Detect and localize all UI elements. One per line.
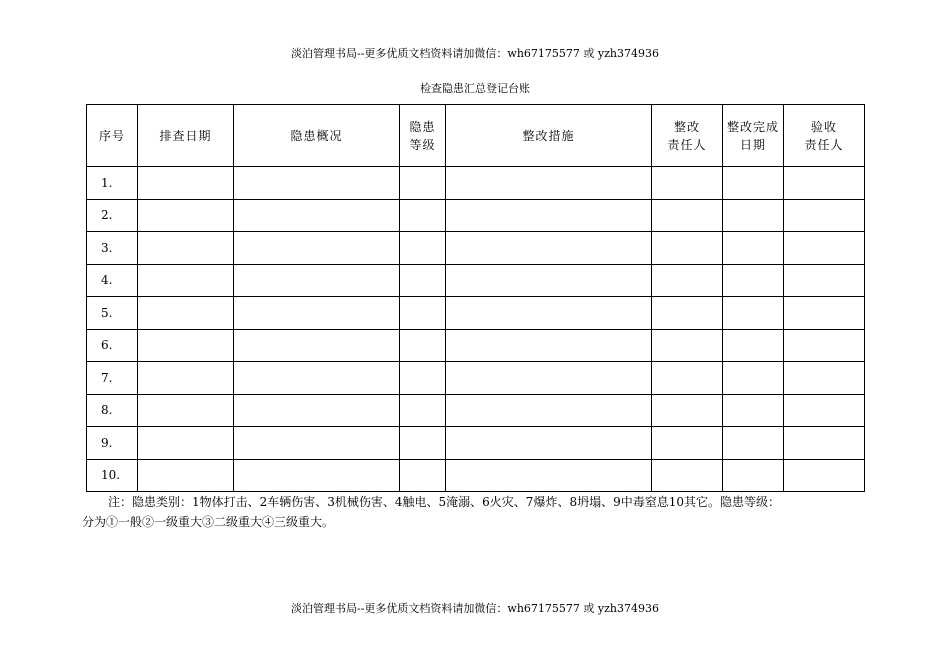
empty-entry-cell[interactable]	[400, 167, 446, 200]
column-header-overview: 隐患概况	[234, 105, 400, 167]
empty-entry-cell[interactable]	[446, 329, 652, 362]
row-number-cell: 4.	[87, 264, 138, 297]
empty-entry-cell[interactable]	[446, 167, 652, 200]
empty-entry-cell[interactable]	[784, 264, 865, 297]
empty-entry-cell[interactable]	[652, 329, 723, 362]
column-header-acceptance: 验收 责任人	[784, 105, 865, 167]
column-header-responsible: 整改 责任人	[652, 105, 723, 167]
table-row	[87, 394, 865, 427]
empty-entry-cell[interactable]	[652, 264, 723, 297]
empty-entry-cell[interactable]	[784, 199, 865, 232]
table-row	[87, 167, 865, 200]
row-number-cell: 10.	[87, 459, 138, 492]
empty-entry-cell[interactable]	[138, 459, 234, 492]
empty-entry-cell[interactable]	[400, 232, 446, 265]
empty-entry-cell[interactable]	[723, 297, 784, 330]
empty-entry-cell[interactable]	[446, 427, 652, 460]
header-watermark-note: 淡泊管理书局--更多优质文档资料请加微信：wh67175577 或 yzh374936	[291, 47, 659, 60]
empty-entry-cell[interactable]	[138, 427, 234, 460]
page-title: 检查隐患汇总登记台账	[420, 82, 530, 95]
empty-entry-cell[interactable]	[234, 394, 400, 427]
empty-entry-cell[interactable]	[446, 459, 652, 492]
table-row	[87, 232, 865, 265]
empty-entry-cell[interactable]	[234, 199, 400, 232]
row-number-cell: 8.	[87, 394, 138, 427]
table-row	[87, 427, 865, 460]
table-row	[87, 362, 865, 395]
row-number-cell: 7.	[87, 362, 138, 395]
empty-entry-cell[interactable]	[723, 394, 784, 427]
table-row	[87, 297, 865, 330]
empty-entry-cell[interactable]	[234, 232, 400, 265]
empty-entry-cell[interactable]	[652, 199, 723, 232]
empty-entry-cell[interactable]	[234, 297, 400, 330]
empty-entry-cell[interactable]	[652, 427, 723, 460]
empty-entry-cell[interactable]	[234, 264, 400, 297]
empty-entry-cell[interactable]	[400, 427, 446, 460]
empty-entry-cell[interactable]	[723, 329, 784, 362]
empty-entry-cell[interactable]	[784, 297, 865, 330]
empty-entry-cell[interactable]	[446, 394, 652, 427]
empty-entry-cell[interactable]	[652, 167, 723, 200]
row-number-cell: 1.	[87, 167, 138, 200]
table-row	[87, 329, 865, 362]
empty-entry-cell[interactable]	[138, 362, 234, 395]
footer-watermark-note: 淡泊管理书局--更多优质文档资料请加微信：wh67175577 或 yzh374936	[291, 602, 659, 615]
empty-entry-cell[interactable]	[784, 167, 865, 200]
empty-entry-cell[interactable]	[723, 362, 784, 395]
empty-entry-cell[interactable]	[400, 297, 446, 330]
empty-entry-cell[interactable]	[784, 459, 865, 492]
empty-entry-cell[interactable]	[234, 427, 400, 460]
empty-entry-cell[interactable]	[446, 232, 652, 265]
column-header-completion-date: 整改完成 日期	[723, 105, 784, 167]
empty-entry-cell[interactable]	[784, 394, 865, 427]
row-number-cell: 9.	[87, 427, 138, 460]
empty-entry-cell[interactable]	[400, 264, 446, 297]
table-row	[87, 459, 865, 492]
empty-entry-cell[interactable]	[784, 232, 865, 265]
empty-entry-cell[interactable]	[138, 232, 234, 265]
empty-entry-cell[interactable]	[652, 459, 723, 492]
empty-entry-cell[interactable]	[234, 459, 400, 492]
empty-entry-cell[interactable]	[723, 167, 784, 200]
table-row	[87, 199, 865, 232]
empty-entry-cell[interactable]	[400, 199, 446, 232]
row-number-cell: 3.	[87, 232, 138, 265]
empty-entry-cell[interactable]	[446, 199, 652, 232]
empty-entry-cell[interactable]	[446, 362, 652, 395]
column-header-date: 排查日期	[138, 105, 234, 167]
empty-entry-cell[interactable]	[784, 362, 865, 395]
empty-entry-cell[interactable]	[723, 427, 784, 460]
empty-entry-cell[interactable]	[138, 199, 234, 232]
empty-entry-cell[interactable]	[400, 459, 446, 492]
column-header-seq: 序号	[87, 105, 138, 167]
empty-entry-cell[interactable]	[784, 427, 865, 460]
empty-entry-cell[interactable]	[234, 362, 400, 395]
empty-entry-cell[interactable]	[400, 329, 446, 362]
hazard-ledger-table	[86, 104, 865, 492]
empty-entry-cell[interactable]	[723, 459, 784, 492]
empty-entry-cell[interactable]	[234, 329, 400, 362]
empty-entry-cell[interactable]	[400, 362, 446, 395]
empty-entry-cell[interactable]	[138, 264, 234, 297]
empty-entry-cell[interactable]	[446, 297, 652, 330]
empty-entry-cell[interactable]	[234, 167, 400, 200]
empty-entry-cell[interactable]	[723, 264, 784, 297]
note-line-1: 注：隐患类别：1物体打击、2车辆伤害、3机械伤害、4触电、5淹溺、6火灾、7爆炸、8坍塌、9中毒窒息10其它。隐患等级：	[108, 495, 780, 509]
empty-entry-cell[interactable]	[652, 394, 723, 427]
category-note	[82, 492, 872, 532]
empty-entry-cell[interactable]	[400, 394, 446, 427]
empty-entry-cell[interactable]	[723, 199, 784, 232]
note-line-2: 分为①一般②一级重大③二级重大④三级重大。	[82, 515, 335, 529]
row-number-cell: 6.	[87, 329, 138, 362]
empty-entry-cell[interactable]	[138, 394, 234, 427]
row-number-cell: 5.	[87, 297, 138, 330]
empty-entry-cell[interactable]	[652, 232, 723, 265]
empty-entry-cell[interactable]	[652, 297, 723, 330]
empty-entry-cell[interactable]	[652, 362, 723, 395]
column-header-level: 隐患 等级	[400, 105, 446, 167]
table-row	[87, 264, 865, 297]
row-number-cell: 2.	[87, 199, 138, 232]
empty-entry-cell[interactable]	[138, 329, 234, 362]
empty-entry-cell[interactable]	[784, 329, 865, 362]
column-header-measures: 整改措施	[446, 105, 652, 167]
empty-entry-cell[interactable]	[723, 232, 784, 265]
table-header-row	[87, 105, 865, 167]
empty-entry-cell[interactable]	[138, 167, 234, 200]
empty-entry-cell[interactable]	[138, 297, 234, 330]
empty-entry-cell[interactable]	[446, 264, 652, 297]
